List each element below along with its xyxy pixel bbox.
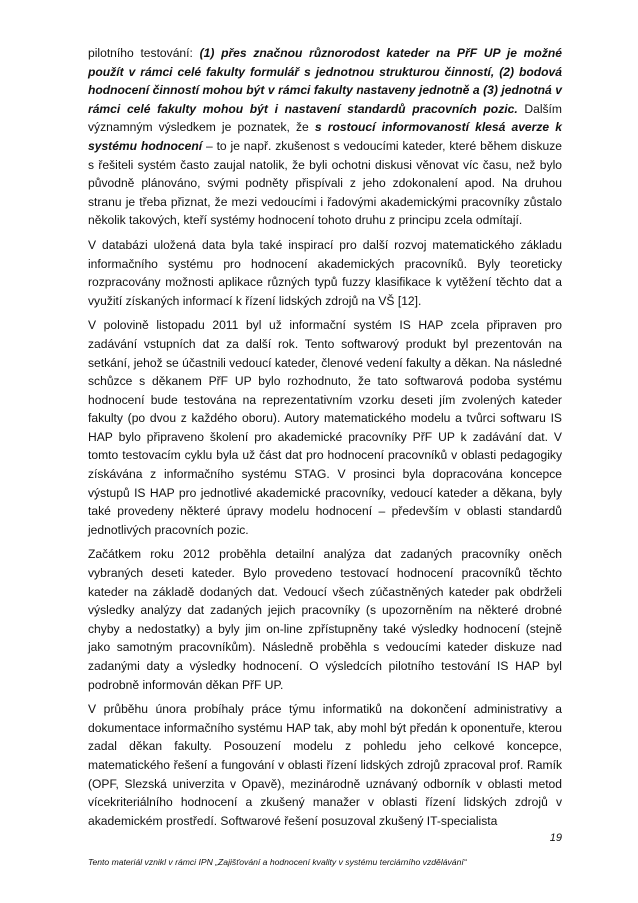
emphasized-text: (1) přes značnou různorodost kateder na PřF UP je možné použít v rámci celé fakulty formulář s jednotnou strukturou činností, (2) bodová hodnocení činností mohou být v rámci fakulty nastaveny jednotně a (3) jednotná v rámci celé fakulty mohou být i nastavení standardů pracovních pozic. [88,46,562,116]
paragraph-text: V průběhu února probíhaly práce týmu informatiků na dokončení administrativy a dokumentace informačního systému HAP tak, aby mohl být předán k oponentuře, kterou zadal děkan fakulty. Posouzení modelu z pohledu jeho celkové koncepce, matematického řešení a fungování v oblasti řízení lidských zdrojů zpracoval prof. Ramík (OPF, Slezská univerzita v Opavě), mezinárodně uznávaný odborník v oblasti metod vícekriteriálního hodnocení a zkušený manažer v oblasti řízení lidských zdrojů v akademickém prostředí. Softwarové řešení posuzoval zkušený IT-specialista [88,702,562,828]
paragraph [88,44,562,230]
emphasized-text: s rostoucí informovaností klesá averze k systému hodnocení [88,120,562,153]
page-number: 19 [549,832,562,844]
paragraph-text: V polovině listopadu 2011 byl už informační systém IS HAP zcela připraven pro zadávání vstupních dat za další rok. Tento softwarový produkt byl prezentován na setkání, jehož se účastnili vedoucí kateder, členové vedení fakulty a děkan. Na následné schůzce s děkanem PřF UP bylo rozhodnuto, že tato softwarová podoba systému hodnocení bude testována na reprezentativním vzorku deseti jím zvolených kateder fakulty (po dvou z každého oboru). Autory matematického modelu a tvůrci softwaru IS HAP bylo připraveno školení pro akademické pracovníky PřF UP k zadávání dat. V tomto testovacím cyklu byla už část dat pro hodnocení pracovníků v oblasti pedagogiky získávána z informačního systému STAG. V prosinci byla dopracována koncepce výstupů IS HAP pro jednotlivé akademické pracovníky, vedoucí kateder a děkana, byly také provedeny některé úpravy modelu hodnocení – především v oblasti standardů jednotlivých pracovních pozic. [88,318,562,537]
paragraph-text: – to je např. zkušenost s vedoucími kateder, které během diskuze s řešiteli systém často zaujal natolik, že byli ochotni diskusi věnovat víc času, než bylo původně plánováno, svými podněty přispívali z jeho zdokonalení apod. Na druhou stranu je třeba přiznat, že mezi vedoucími i řadovými akademickými pracovníky zůstalo několik takových, kteří systémy hodnocení tohoto druhu z principu zcela odmítají. [88,138,562,228]
paragraph-text: Dalším významným výsledkem je poznatek, že [88,101,562,135]
paragraph [88,545,562,694]
paragraph-text: V databázi uložená data byla také inspirací pro další rozvoj matematického základu informačního systému pro hodnocení akademických pracovníků. Byly teoreticky rozpracovány možnosti aplikace různých typů fuzzy klasifikace k vytěžení těchto dat a využití získaných informací k řízení lidských zdrojů na VŠ [12]. [88,237,562,308]
page-footer: Tento materiál vznikl v rámci IPN „Zajišťování a hodnocení kvality v systému terciárního vzdělávání“ [88,857,467,867]
paragraph-text: pilotního testování: [88,46,200,60]
paragraph [88,700,562,830]
paragraph [88,236,562,310]
body-text [88,44,562,836]
paragraph [88,316,562,539]
paragraph-text: Začátkem roku 2012 proběhla detailní analýza dat zadaných pracovníky oněch vybraných deseti kateder. Bylo provedeno testovací hodnocení pracovníků těchto kateder na základě dodaných dat. Vedoucí všech zúčastněných kateder pak obdrželi výsledky analýzy dat zadaných jejich pracovníky (s upozorněním na některé drobné chyby a nedostatky) a byly jim on-line zpřístupněny také výsledky hodnocení (stejně jako samotným pracovníkům). Následně proběhla s vedoucími kateder diskuze nad zadanými daty a výsledky hodnocení. O výsledcích pilotního testování IS HAP byl podrobně informován děkan PřF UP. [88,547,562,692]
